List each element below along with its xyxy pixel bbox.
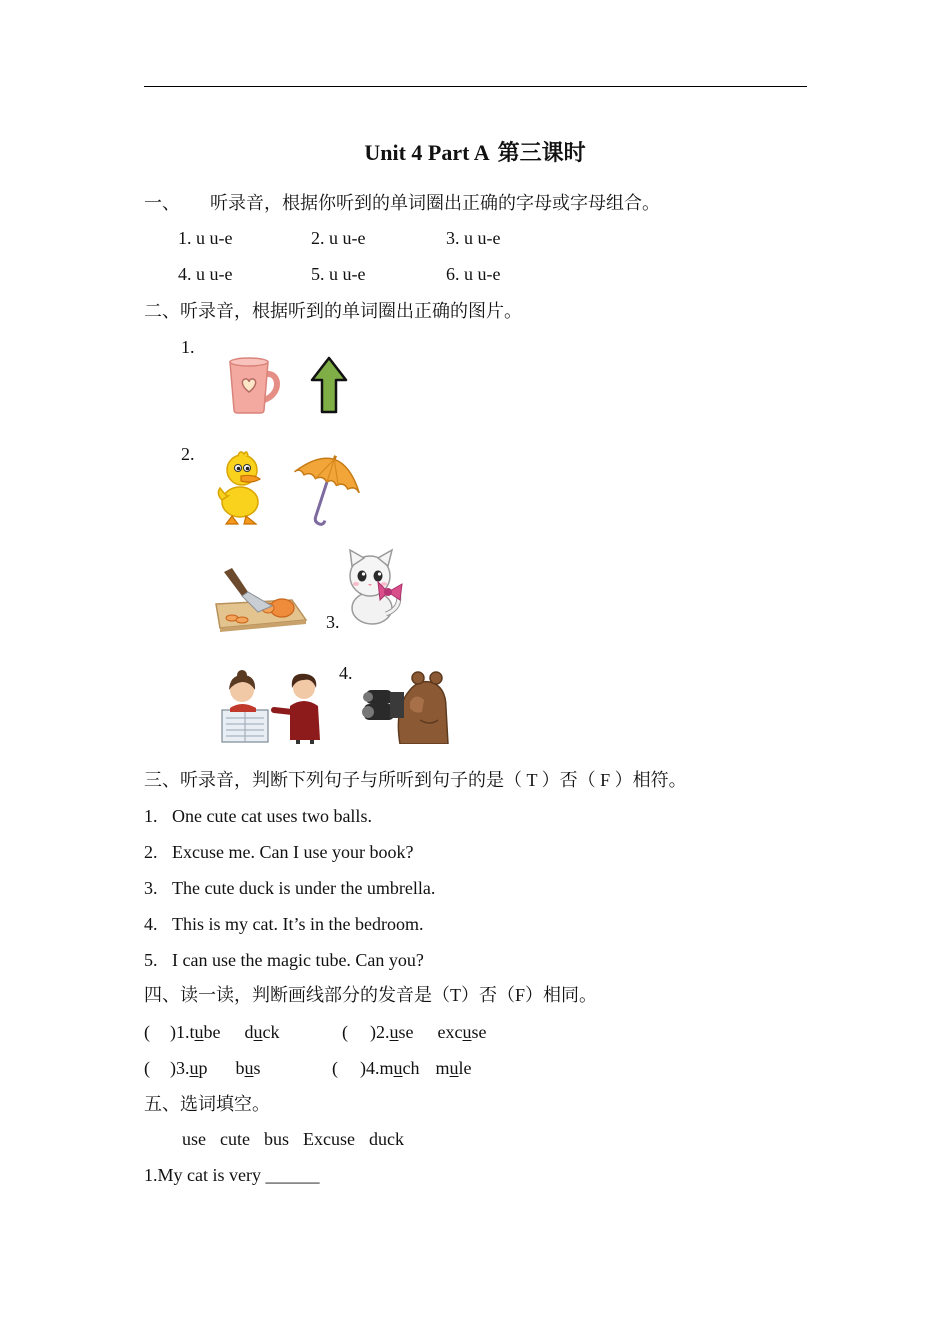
list-item-number: 1.	[144, 806, 158, 826]
word-2: excuse	[437, 1022, 487, 1042]
word-2: bus	[235, 1058, 261, 1078]
section1-item: 5. u u-e	[311, 264, 366, 284]
pronunciation-item	[332, 1055, 472, 1081]
word-bank-item: bus	[263, 1129, 289, 1149]
list-item-text: I can use the magic tube. Can you?	[172, 950, 424, 970]
list-item-text: Excuse me. Can I use your book?	[172, 842, 414, 862]
word-bank-item: cute	[220, 1129, 250, 1149]
section4-heading: 四、读一读，判断画线部分的发音是（T）否（F）相同。	[144, 985, 598, 1005]
section3-heading: 三、听录音，判断下列句子与所听到句子的是（ T ）否（ F ）相符。	[144, 770, 687, 790]
list-item-number: 5.	[144, 950, 158, 970]
section1-item: 3. u u-e	[446, 228, 501, 248]
title-main: Unit 4 Part A	[364, 140, 490, 165]
section1-text: 听录音，根据你听到的单词圈出正确的字母或字母组合。	[210, 193, 660, 213]
section1-item: 1. u u-e	[178, 228, 233, 248]
list-item-number: 4.	[144, 914, 158, 934]
list-item	[144, 875, 435, 901]
pronunciation-item	[144, 1019, 280, 1045]
people-talking-icon[interactable]	[216, 668, 334, 744]
answer-paren-open: (	[332, 1058, 338, 1078]
mug-icon[interactable]	[226, 356, 282, 414]
picture-group-label: 1.	[181, 337, 195, 357]
word-1: much	[379, 1058, 420, 1078]
cutting-board-icon[interactable]	[214, 566, 310, 632]
pronunciation-item	[144, 1055, 261, 1081]
section1-heading	[144, 190, 660, 216]
answer-paren-open: (	[144, 1022, 150, 1042]
pronunciation-item	[342, 1019, 486, 1045]
word-2: duck	[244, 1022, 280, 1042]
list-item-text: This is my cat. It’s in the bedroom.	[172, 914, 424, 934]
list-item-number: 3.	[144, 878, 158, 898]
item-number: )2.	[370, 1022, 390, 1042]
section1-item: 4. u u-e	[178, 264, 233, 284]
cat-icon[interactable]	[338, 548, 410, 626]
word-bank-item: Excuse	[303, 1129, 355, 1149]
page-title	[0, 136, 950, 167]
word-1: tube	[189, 1022, 221, 1042]
duck-icon[interactable]	[214, 446, 266, 528]
word-bank-item: use	[182, 1129, 206, 1149]
list-item-text: The cute duck is under the umbrella.	[172, 878, 436, 898]
section2-heading: 二、听录音，根据听到的单词圈出正确的图片。	[144, 301, 522, 321]
section1-item: 2. u u-e	[311, 228, 366, 248]
item-number: )1.	[170, 1022, 190, 1042]
list-item	[144, 839, 413, 865]
list-item	[144, 947, 424, 973]
fill-blank-item[interactable]: 1.My cat is very ______	[144, 1165, 320, 1185]
up-arrow-icon[interactable]	[310, 356, 348, 414]
title-sub: 第三课时	[497, 140, 586, 165]
bear-binoculars-icon[interactable]	[360, 668, 450, 744]
section1-item: 6. u u-e	[446, 264, 501, 284]
section5-heading: 五、选词填空。	[144, 1094, 270, 1114]
header-rule	[144, 86, 807, 87]
list-item	[144, 803, 372, 829]
picture-group-label: 3.	[326, 612, 340, 632]
picture-group-label: 4.	[339, 663, 353, 683]
picture-group-label: 2.	[181, 444, 195, 464]
list-item-text: One cute cat uses two balls.	[172, 806, 372, 826]
answer-paren-open: (	[342, 1022, 348, 1042]
item-number: )4.	[360, 1058, 380, 1078]
word-1: up	[189, 1058, 208, 1078]
umbrella-icon[interactable]	[287, 448, 363, 528]
word-bank-item: duck	[368, 1129, 404, 1149]
list-item-number: 2.	[144, 842, 158, 862]
word-2: mule	[435, 1058, 472, 1078]
section1-number: 一、	[144, 193, 180, 213]
answer-paren-open: (	[144, 1058, 150, 1078]
list-item	[144, 911, 423, 937]
item-number: )3.	[170, 1058, 190, 1078]
word-bank	[182, 1126, 404, 1152]
word-1: use	[389, 1022, 414, 1042]
